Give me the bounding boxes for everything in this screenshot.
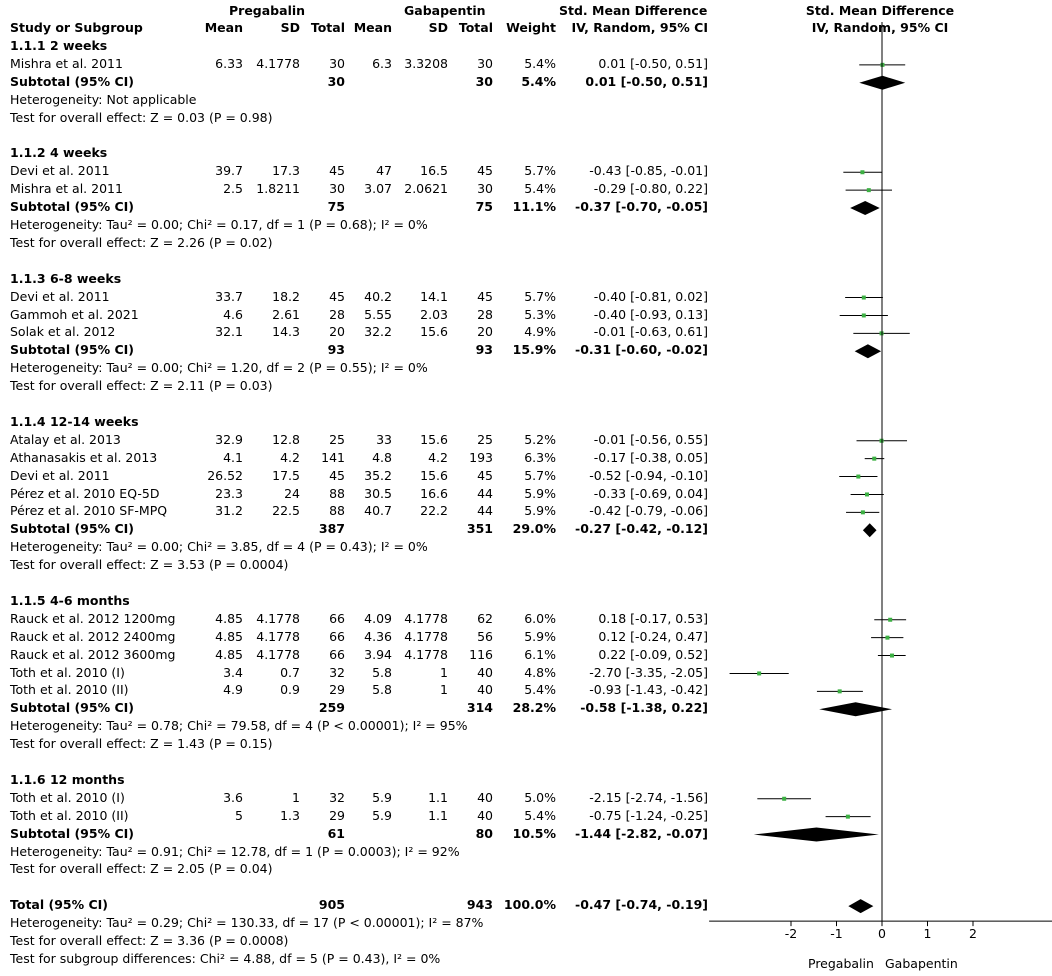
heterogeneity-text: Heterogeneity: Tau² = 0.91; Chi² = 12.78, df = 1 (P = 0.0003); I² = 92% (10, 843, 460, 859)
point-estimate (862, 296, 866, 300)
cell-n2: 193 (469, 449, 493, 465)
footer-text: Heterogeneity: Tau² = 0.29; Chi² = 130.33, df = 17 (P < 0.00001); I² = 87% (10, 915, 484, 931)
cell-n2: 62 (477, 610, 493, 626)
cell-n1: 93 (327, 342, 345, 358)
cell-weight: 5.9% (524, 628, 556, 644)
overall-effect-text: Test for overall effect: Z = 2.26 (P = 0.02) (10, 234, 273, 250)
study-name: Devi et al. 2011 (10, 288, 110, 304)
point-estimate (872, 457, 876, 461)
cell-n2: 314 (466, 700, 493, 716)
pooled-diamond (754, 828, 879, 842)
cell-sd2: 15.6 (420, 467, 448, 483)
cell-n2: 80 (475, 825, 493, 841)
cell-n2: 45 (477, 288, 493, 304)
overall-effect-text: Test for overall effect: Z = 2.05 (P = 0.04) (10, 861, 273, 877)
cell-sd2: 4.1778 (404, 646, 448, 662)
cell-n2: 20 (477, 324, 493, 340)
cell-mean2: 47 (376, 163, 392, 179)
point-estimate (838, 689, 842, 693)
cell-mean1: 26.52 (207, 467, 243, 483)
study-name: Athanasakis et al. 2013 (10, 449, 158, 465)
cell-weight: 5.4% (521, 73, 556, 89)
cell-ci_text: -0.31 [-0.60, -0.02] (575, 342, 708, 358)
subgroup-title: 1.1.1 2 weeks (10, 38, 108, 53)
cell-mean1: 3.6 (223, 789, 243, 805)
cell-sd1: 2.61 (272, 306, 300, 322)
cell-weight: 5.0% (524, 789, 556, 805)
cell-ci_text: -0.47 [-0.74, -0.19] (575, 897, 708, 913)
total2-header: Total (458, 20, 493, 35)
point-estimate (890, 654, 894, 658)
mean1-header: Mean (204, 20, 243, 35)
cell-weight: 100.0% (503, 897, 556, 913)
cell-sd2: 4.1778 (404, 610, 448, 626)
cell-n1: 32 (329, 789, 345, 805)
study-name: Toth et al. 2010 (II) (10, 682, 129, 698)
cell-weight: 6.0% (524, 610, 556, 626)
cell-mean1: 4.6 (223, 306, 243, 322)
cell-mean2: 5.9 (372, 807, 392, 823)
study-name: Toth et al. 2010 (I) (10, 664, 125, 680)
cell-mean1: 39.7 (215, 163, 243, 179)
point-estimate (865, 492, 869, 496)
sd1-header: SD (280, 20, 300, 35)
cell-sd1: 4.1778 (256, 646, 300, 662)
cell-ci_text: -0.27 [-0.42, -0.12] (575, 521, 708, 537)
heterogeneity-text: Heterogeneity: Tau² = 0.00; Chi² = 3.85, df = 4 (P = 0.43); I² = 0% (10, 539, 428, 555)
cell-ci_text: -0.52 [-0.94, -0.10] (589, 467, 708, 483)
cell-n2: 45 (477, 163, 493, 179)
cell-n1: 61 (327, 825, 345, 841)
study-name: Devi et al. 2011 (10, 467, 110, 483)
cell-n2: 943 (466, 897, 493, 913)
cell-n2: 40 (477, 789, 493, 805)
study-name: Rauck et al. 2012 3600mg (10, 646, 176, 662)
study-column-header: Study or Subgroup (10, 20, 143, 35)
cell-sd2: 1.1 (428, 807, 448, 823)
study-name: Pérez et al. 2010 SF-MPQ (10, 503, 168, 519)
cell-mean2: 4.36 (364, 628, 392, 644)
study-name: Atalay et al. 2013 (10, 431, 121, 447)
cell-ci_text: -1.44 [-2.82, -0.07] (575, 825, 708, 841)
smd-method: IV, Random, 95% CI (571, 20, 708, 35)
cell-sd2: 14.1 (420, 288, 448, 304)
sd2-header: SD (428, 20, 448, 35)
cell-n1: 29 (329, 682, 345, 698)
cell-weight: 4.9% (524, 324, 556, 340)
pooled-diamond (850, 201, 880, 215)
cell-sd2: 4.1778 (404, 628, 448, 644)
cell-mean1: 5 (235, 807, 243, 823)
cell-weight: 11.1% (512, 199, 556, 215)
cell-sd1: 17.3 (272, 163, 300, 179)
cell-weight: 6.1% (524, 646, 556, 662)
subgroup-title: 1.1.4 12-14 weeks (10, 413, 139, 429)
cell-sd2: 4.2 (428, 449, 448, 465)
cell-n1: 29 (329, 807, 345, 823)
axis-label-left: Pregabalin (808, 956, 874, 971)
cell-mean2: 33 (376, 431, 392, 447)
x-tick-label: -2 (784, 926, 798, 942)
cell-weight: 5.9% (524, 503, 556, 519)
cell-n1: 45 (329, 467, 345, 483)
x-tick-label: -1 (830, 926, 843, 942)
cell-sd1: 4.2 (280, 449, 300, 465)
cell-n1: 28 (329, 306, 345, 322)
cell-n2: 56 (477, 628, 493, 644)
point-estimate (856, 475, 860, 479)
cell-n1: 259 (318, 700, 345, 716)
point-estimate (860, 170, 864, 174)
point-estimate (867, 188, 871, 192)
cell-mean1: 4.1 (223, 449, 243, 465)
cell-sd2: 15.6 (420, 324, 448, 340)
cell-mean2: 3.94 (364, 646, 392, 662)
total-label: Total (95% CI) (10, 897, 109, 913)
study-name: Rauck et al. 2012 1200mg (10, 610, 176, 626)
cell-weight: 5.9% (524, 485, 556, 501)
cell-mean2: 5.55 (364, 306, 392, 322)
cell-sd1: 1 (292, 789, 300, 805)
subtotal-label: Subtotal (95% CI) (10, 73, 134, 89)
cell-mean2: 40.7 (364, 503, 392, 519)
cell-n1: 20 (329, 324, 345, 340)
cell-sd2: 2.03 (420, 306, 448, 322)
study-name: Solak et al. 2012 (10, 324, 116, 340)
cell-sd1: 17.5 (272, 467, 300, 483)
weight-header: Weight (506, 20, 556, 35)
study-name: Mishra et al. 2011 (10, 181, 123, 197)
cell-weight: 5.7% (524, 163, 556, 179)
cell-weight: 5.7% (524, 288, 556, 304)
cell-n1: 75 (327, 199, 345, 215)
cell-n2: 30 (475, 73, 493, 89)
subgroup-title: 1.1.2 4 weeks (10, 145, 108, 161)
study-name: Devi et al. 2011 (10, 163, 110, 179)
cell-mean2: 30.5 (364, 485, 392, 501)
cell-weight: 10.5% (512, 825, 556, 841)
study-name: Toth et al. 2010 (II) (10, 807, 129, 823)
cell-n1: 30 (329, 181, 345, 197)
cell-ci_text: -0.01 [-0.63, 0.61] (593, 324, 708, 340)
cell-n2: 75 (475, 199, 493, 215)
x-tick-label: 1 (923, 926, 932, 942)
cell-mean2: 32.2 (364, 324, 392, 340)
pooled-diamond (855, 344, 881, 358)
cell-sd1: 18.2 (272, 288, 300, 304)
cell-n2: 30 (477, 55, 493, 71)
cell-sd2: 15.6 (420, 431, 448, 447)
cell-sd1: 4.1778 (256, 628, 300, 644)
subtotal-label: Subtotal (95% CI) (10, 199, 134, 215)
cell-n2: 30 (477, 181, 493, 197)
cell-weight: 5.4% (524, 55, 556, 71)
plot-method: IV, Random, 95% CI (811, 20, 949, 35)
subgroup-title: 1.1.5 4-6 months (10, 592, 130, 608)
cell-sd2: 1 (440, 682, 448, 698)
pooled-diamond (863, 523, 877, 537)
cell-mean2: 5.9 (372, 789, 392, 805)
study-name: Toth et al. 2010 (I) (10, 789, 125, 805)
cell-ci_text: -0.37 [-0.70, -0.05] (575, 199, 708, 215)
heterogeneity-text: Heterogeneity: Not applicable (10, 91, 197, 107)
cell-ci_text: -0.01 [-0.56, 0.55] (593, 431, 708, 447)
cell-n1: 88 (329, 503, 345, 519)
cell-n2: 40 (477, 664, 493, 680)
cell-n2: 44 (477, 485, 493, 501)
subgroup-title: 1.1.3 6-8 weeks (10, 270, 122, 286)
cell-n1: 45 (329, 163, 345, 179)
cell-ci_text: -0.58 [-1.38, 0.22] (580, 700, 708, 716)
cell-mean1: 4.9 (223, 682, 243, 698)
cell-mean2: 4.8 (372, 449, 392, 465)
cell-n1: 387 (318, 521, 345, 537)
cell-n2: 40 (477, 682, 493, 698)
cell-n1: 88 (329, 485, 345, 501)
cell-sd2: 22.2 (420, 503, 448, 519)
point-estimate (757, 671, 761, 675)
subtotal-label: Subtotal (95% CI) (10, 825, 134, 841)
cell-sd1: 24 (284, 485, 300, 501)
point-estimate (888, 618, 892, 622)
point-estimate (862, 313, 866, 317)
cell-n2: 45 (477, 467, 493, 483)
cell-ci_text: 0.01 [-0.50, 0.51] (598, 55, 708, 71)
cell-n1: 66 (329, 646, 345, 662)
cell-ci_text: 0.12 [-0.24, 0.47] (598, 628, 708, 644)
cell-mean2: 3.07 (364, 181, 392, 197)
study-name: Mishra et al. 2011 (10, 55, 123, 71)
cell-n1: 905 (318, 897, 345, 913)
pooled-diamond (848, 899, 873, 913)
footer-text: Test for subgroup differences: Chi² = 4.88, df = 5 (P = 0.43), I² = 0% (10, 950, 441, 966)
cell-mean1: 33.7 (215, 288, 243, 304)
cell-n2: 40 (477, 807, 493, 823)
cell-weight: 28.2% (512, 700, 556, 716)
subgroup-title: 1.1.6 12 months (10, 771, 125, 787)
cell-n1: 141 (321, 449, 345, 465)
cell-weight: 6.3% (524, 449, 556, 465)
plot-title: Std. Mean Difference (805, 3, 955, 18)
cell-n2: 116 (469, 646, 493, 662)
cell-weight: 5.4% (524, 181, 556, 197)
cell-ci_text: -2.70 [-3.35, -2.05] (589, 664, 708, 680)
cell-sd2: 1 (440, 664, 448, 680)
cell-ci_text: -0.40 [-0.93, 0.13] (593, 306, 708, 322)
cell-mean2: 40.2 (364, 288, 392, 304)
cell-sd2: 16.5 (420, 163, 448, 179)
point-estimate (861, 510, 865, 514)
cell-n2: 93 (475, 342, 493, 358)
cell-sd1: 14.3 (272, 324, 300, 340)
cell-n2: 351 (466, 521, 493, 537)
cell-sd1: 4.1778 (256, 610, 300, 626)
cell-mean2: 5.8 (372, 664, 392, 680)
pooled-diamond (819, 702, 892, 716)
cell-mean2: 5.8 (372, 682, 392, 698)
cell-mean1: 4.85 (215, 646, 243, 662)
cell-mean1: 4.85 (215, 628, 243, 644)
cell-sd1: 12.8 (272, 431, 300, 447)
cell-ci_text: 0.18 [-0.17, 0.53] (598, 610, 708, 626)
point-estimate (782, 797, 786, 801)
cell-mean1: 6.33 (215, 55, 243, 71)
overall-effect-text: Test for overall effect: Z = 3.53 (P = 0.0004) (10, 557, 289, 573)
cell-ci_text: -0.29 [-0.80, 0.22] (593, 181, 708, 197)
x-tick-label: 0 (878, 926, 886, 942)
cell-sd2: 1.1 (428, 789, 448, 805)
cell-mean1: 3.4 (223, 664, 243, 680)
cell-weight: 4.8% (524, 664, 556, 680)
cell-ci_text: -0.93 [-1.43, -0.42] (589, 682, 708, 698)
cell-ci_text: -0.75 [-1.24, -0.25] (589, 807, 708, 823)
cell-sd1: 0.7 (280, 664, 300, 680)
cell-ci_text: -0.17 [-0.38, 0.05] (593, 449, 708, 465)
cell-weight: 5.4% (524, 807, 556, 823)
cell-n2: 25 (477, 431, 493, 447)
cell-mean1: 32.9 (215, 431, 243, 447)
study-name: Pérez et al. 2010 EQ-5D (10, 485, 160, 501)
cell-mean2: 6.3 (372, 55, 392, 71)
heterogeneity-text: Heterogeneity: Tau² = 0.78; Chi² = 79.58, df = 4 (P < 0.00001); I² = 95% (10, 718, 468, 734)
cell-ci_text: -2.15 [-2.74, -1.56] (589, 789, 708, 805)
heterogeneity-text: Heterogeneity: Tau² = 0.00; Chi² = 1.20, df = 2 (P = 0.55); I² = 0% (10, 360, 428, 376)
footer-text: Test for overall effect: Z = 3.36 (P = 0.0008) (10, 933, 289, 948)
cell-ci_text: -0.40 [-0.81, 0.02] (593, 288, 708, 304)
cell-n2: 28 (477, 306, 493, 322)
cell-weight: 5.2% (524, 431, 556, 447)
cell-ci_text: -0.43 [-0.85, -0.01] (589, 163, 708, 179)
subtotal-label: Subtotal (95% CI) (10, 521, 134, 537)
cell-sd1: 1.8211 (256, 181, 300, 197)
cell-sd2: 3.3208 (404, 55, 448, 71)
cell-sd1: 0.9 (280, 682, 300, 698)
group1-header: Pregabalin (229, 3, 306, 18)
cell-sd2: 16.6 (420, 485, 448, 501)
cell-n1: 45 (329, 288, 345, 304)
x-tick-label: 2 (969, 926, 977, 942)
point-estimate (885, 636, 889, 640)
cell-ci_text: 0.22 [-0.09, 0.52] (598, 646, 708, 662)
cell-mean2: 4.09 (364, 610, 392, 626)
cell-n1: 66 (329, 610, 345, 626)
cell-mean2: 35.2 (364, 467, 392, 483)
cell-n2: 44 (477, 503, 493, 519)
subtotal-label: Subtotal (95% CI) (10, 700, 134, 716)
cell-n1: 30 (327, 73, 345, 89)
cell-sd1: 22.5 (272, 503, 300, 519)
subtotal-label: Subtotal (95% CI) (10, 342, 134, 358)
axis-label-right: Gabapentin (885, 956, 958, 971)
cell-mean1: 23.3 (215, 485, 243, 501)
cell-sd1: 4.1778 (256, 55, 300, 71)
cell-mean1: 32.1 (215, 324, 243, 340)
cell-weight: 5.4% (524, 682, 556, 698)
cell-mean1: 4.85 (215, 610, 243, 626)
overall-effect-text: Test for overall effect: Z = 1.43 (P = 0.15) (10, 736, 273, 752)
overall-effect-text: Test for overall effect: Z = 2.11 (P = 0.03) (10, 378, 273, 394)
cell-weight: 5.7% (524, 467, 556, 483)
cell-weight: 5.3% (524, 306, 556, 322)
cell-sd1: 1.3 (280, 807, 300, 823)
study-name: Gammoh et al. 2021 (10, 306, 139, 322)
smd-title: Std. Mean Difference (559, 3, 708, 18)
cell-ci_text: 0.01 [-0.50, 0.51] (585, 73, 708, 89)
cell-mean1: 31.2 (215, 503, 243, 519)
cell-n1: 32 (329, 664, 345, 680)
cell-ci_text: -0.33 [-0.69, 0.04] (593, 485, 708, 501)
study-name: Rauck et al. 2012 2400mg (10, 628, 176, 644)
heterogeneity-text: Heterogeneity: Tau² = 0.00; Chi² = 0.17, df = 1 (P = 0.68); I² = 0% (10, 217, 428, 232)
cell-sd2: 2.0621 (404, 181, 448, 197)
cell-weight: 29.0% (512, 521, 556, 537)
overall-effect-text: Test for overall effect: Z = 0.03 (P = 0.98) (10, 109, 273, 125)
group2-header: Gabapentin (404, 3, 486, 18)
cell-mean1: 2.5 (223, 181, 243, 197)
cell-n1: 30 (329, 55, 345, 71)
total1-header: Total (310, 20, 345, 35)
mean2-header: Mean (353, 20, 392, 35)
cell-n1: 25 (329, 431, 345, 447)
cell-ci_text: -0.42 [-0.79, -0.06] (589, 503, 708, 519)
point-estimate (846, 815, 850, 819)
cell-weight: 15.9% (512, 342, 556, 358)
cell-n1: 66 (329, 628, 345, 644)
